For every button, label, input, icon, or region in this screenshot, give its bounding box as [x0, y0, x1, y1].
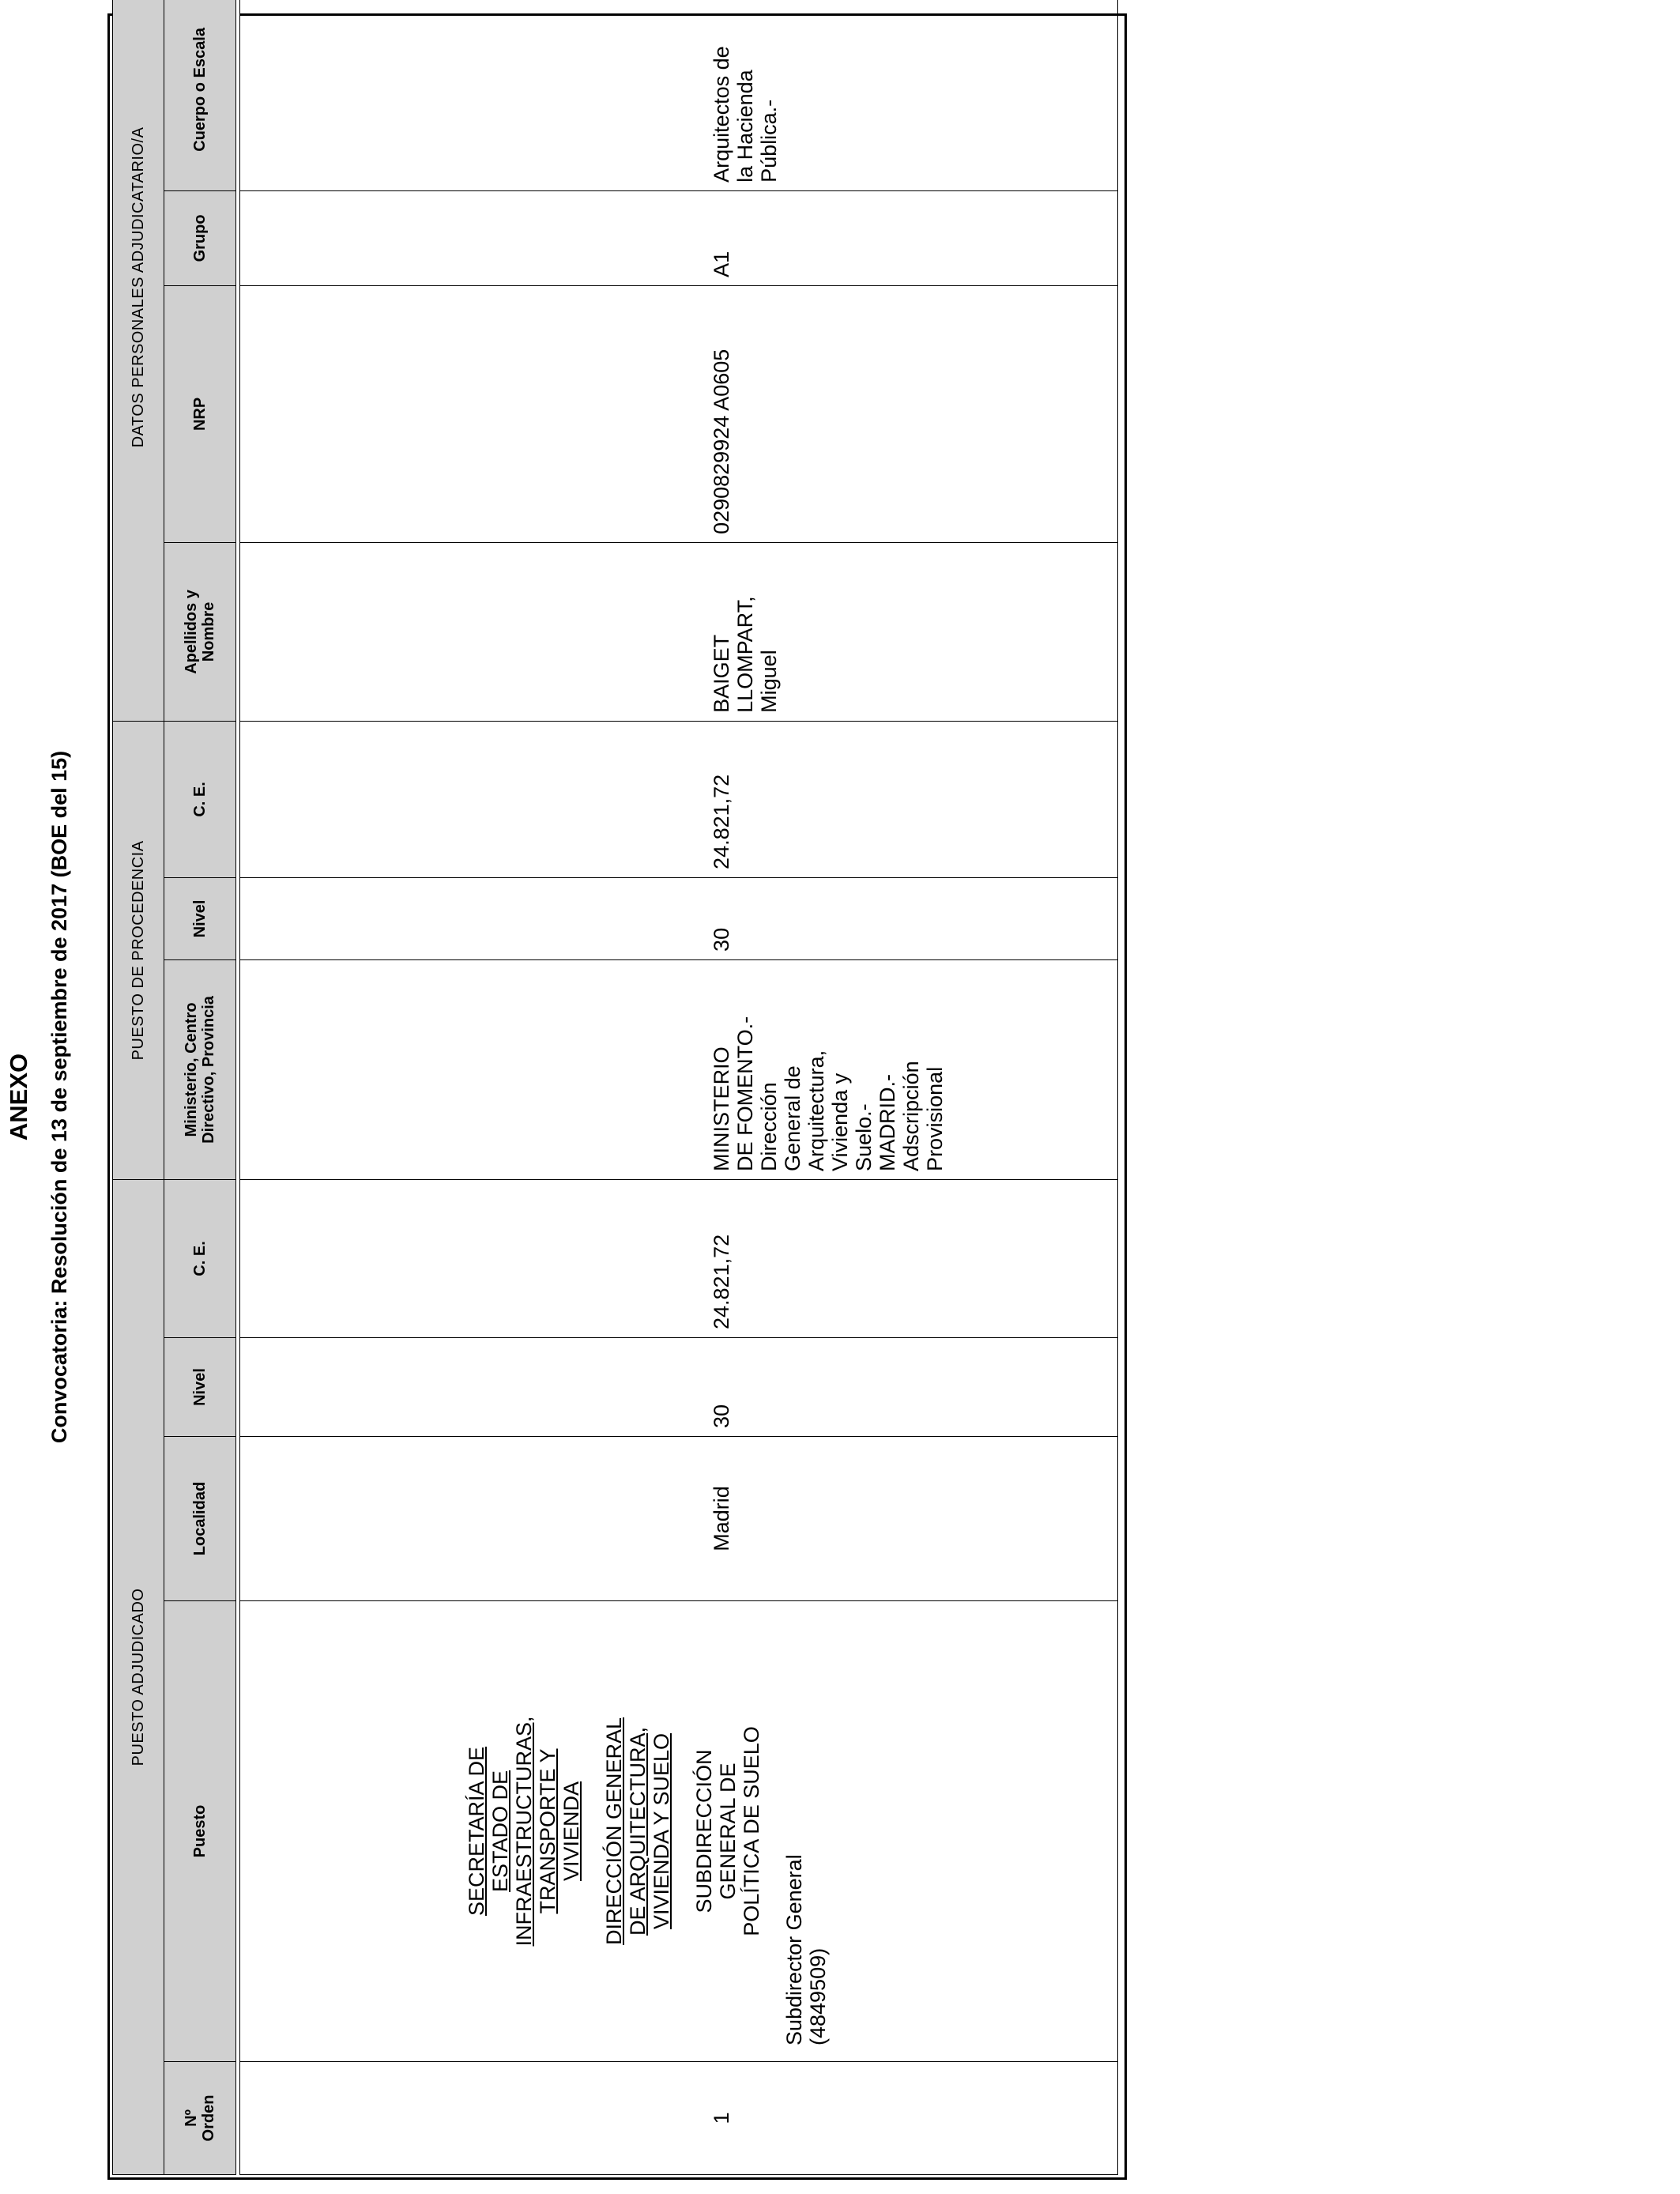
ministerio-line: DE FOMENTO.-	[733, 1016, 757, 1171]
group-header-datos: DATOS PERSONALES ADJUDICATARIO/A	[113, 0, 164, 721]
col-header-orden-line1: Nº	[183, 2109, 200, 2127]
column-header-row	[164, 0, 236, 2175]
cell-ce-procedencia	[240, 721, 1118, 877]
table-row	[240, 0, 1118, 2175]
col-header-ministerio-line1: Ministerio, Centro	[183, 1002, 200, 1137]
nivel-procedencia-value: 30	[710, 927, 733, 952]
puesto-heading-1-line: SECRETARÍA DE	[465, 1746, 488, 1917]
puesto-heading-2-line: VIVIENDA Y SUELO	[650, 1732, 673, 1930]
annex-table	[112, 0, 1118, 2175]
cell-grupo	[240, 190, 1118, 285]
puesto-heading-2-line: DE ARQUITECTURA,	[626, 1726, 650, 1936]
col-header-cuerpo: Cuerpo o Escala	[164, 0, 236, 190]
puesto-heading-1-line: INFRAESTRUCTURAS,	[512, 1716, 536, 1947]
grupo-value: A1	[710, 251, 733, 277]
cuerpo-value	[240, 0, 781, 183]
ce-adjudicado-value: 24.821,72	[710, 1234, 733, 1329]
ce-procedencia-value: 24.821,72	[710, 774, 733, 869]
col-header-nivel-procedencia: Nivel	[164, 877, 236, 959]
apellidos-line: LLOMPART,	[733, 596, 757, 713]
cell-ce-adjudicado	[240, 1179, 1118, 1337]
ministerio-line: Dirección	[757, 1082, 781, 1171]
col-header-apellidos-line1: Apellidos y	[183, 590, 200, 674]
puesto-heading-secretaria	[465, 1609, 583, 2053]
cell-nrp	[240, 285, 1118, 542]
puesto-code: (4849509)	[806, 1947, 830, 2045]
localidad-value: Madrid	[710, 1486, 733, 1551]
cell-orden	[240, 2062, 1118, 2175]
col-header-apellidos	[164, 542, 236, 721]
cuerpo-line: Pública.-	[757, 99, 781, 183]
document-title: ANEXO	[5, 1053, 32, 1141]
orden-value: 1	[710, 2112, 733, 2124]
ministerio-line: Adscripción	[899, 1061, 923, 1171]
col-header-localidad: Localidad	[164, 1437, 236, 1601]
col-header-ce-procedencia: C. E.	[164, 721, 236, 877]
col-header-nivel-adjudicado: Nivel	[164, 1338, 236, 1437]
cell-localidad	[240, 1437, 1118, 1601]
apellidos-line: Miguel	[757, 650, 781, 713]
document-subtitle: Convocatoria: Resolución de 13 de septiembre de 2017 (BOE del 15)	[47, 750, 71, 1444]
col-header-puesto: Puesto	[164, 1601, 236, 2062]
group-header-procedencia: PUESTO DE PROCEDENCIA	[113, 721, 164, 1179]
ministerio-line: Provisional	[923, 1066, 947, 1171]
puesto-name-line: Subdirector General	[782, 1854, 806, 2045]
puesto-heading-2-line: DIRECCIÓN GENERAL	[602, 1717, 626, 1946]
puesto-heading-subdireccion	[692, 1609, 763, 2053]
cell-apellidos	[240, 542, 1118, 721]
puesto-heading-1-line: VIVIENDA	[559, 1781, 583, 1882]
ministerio-line: Suelo.-	[852, 1103, 876, 1171]
ministerio-line: MADRID.-	[876, 1073, 899, 1171]
puesto-heading-1-line: TRANSPORTE Y	[536, 1748, 559, 1914]
puesto-heading-direccion	[602, 1609, 673, 2053]
ministerio-line: General de	[781, 1065, 804, 1171]
col-header-orden	[164, 2062, 236, 2175]
nrp-value: 0290829924 A0605	[710, 349, 733, 534]
cuerpo-line: Arquitectos de	[710, 46, 733, 183]
puesto-heading-1-line: ESTADO DE	[488, 1770, 512, 1893]
puesto-heading-3-line: SUBDIRECCIÓN	[692, 1749, 716, 1913]
col-header-ministerio-line2: Directivo, Provincia	[200, 996, 217, 1144]
cell-cuerpo	[240, 0, 1118, 190]
group-header-row	[113, 0, 164, 2175]
col-header-ministerio	[164, 959, 236, 1179]
col-header-apellidos-line2: Nombre	[200, 601, 217, 662]
nivel-adjudicado-value: 30	[710, 1404, 733, 1428]
puesto-headings	[240, 1609, 830, 2053]
puesto-heading-3-line: POLÍTICA DE SUELO	[740, 1726, 763, 1936]
cuerpo-line: la Hacienda	[733, 70, 757, 183]
col-header-nrp: NRP	[164, 285, 236, 542]
apellidos-line: BAIGET	[710, 634, 733, 713]
ministerio-line: MINISTERIO	[710, 1046, 733, 1171]
puesto-name	[782, 1609, 830, 2053]
cell-nivel-adjudicado	[240, 1338, 1118, 1437]
apellidos-value	[240, 551, 781, 713]
group-header-adjudicado: PUESTO ADJUDICADO	[113, 1179, 164, 2174]
col-header-ce-adjudicado: C. E.	[164, 1179, 236, 1337]
cell-puesto	[240, 1601, 1118, 2062]
ministerio-line: Arquitectura,	[804, 1050, 828, 1171]
ministerio-value	[240, 968, 947, 1171]
cell-ministerio	[240, 959, 1118, 1179]
col-header-grupo: Grupo	[164, 190, 236, 285]
col-header-orden-line2: Orden	[200, 2094, 217, 2142]
ministerio-line: Vivienda y	[828, 1072, 852, 1171]
puesto-heading-3-line: GENERAL DE	[716, 1762, 740, 1900]
cell-nivel-procedencia	[240, 877, 1118, 959]
